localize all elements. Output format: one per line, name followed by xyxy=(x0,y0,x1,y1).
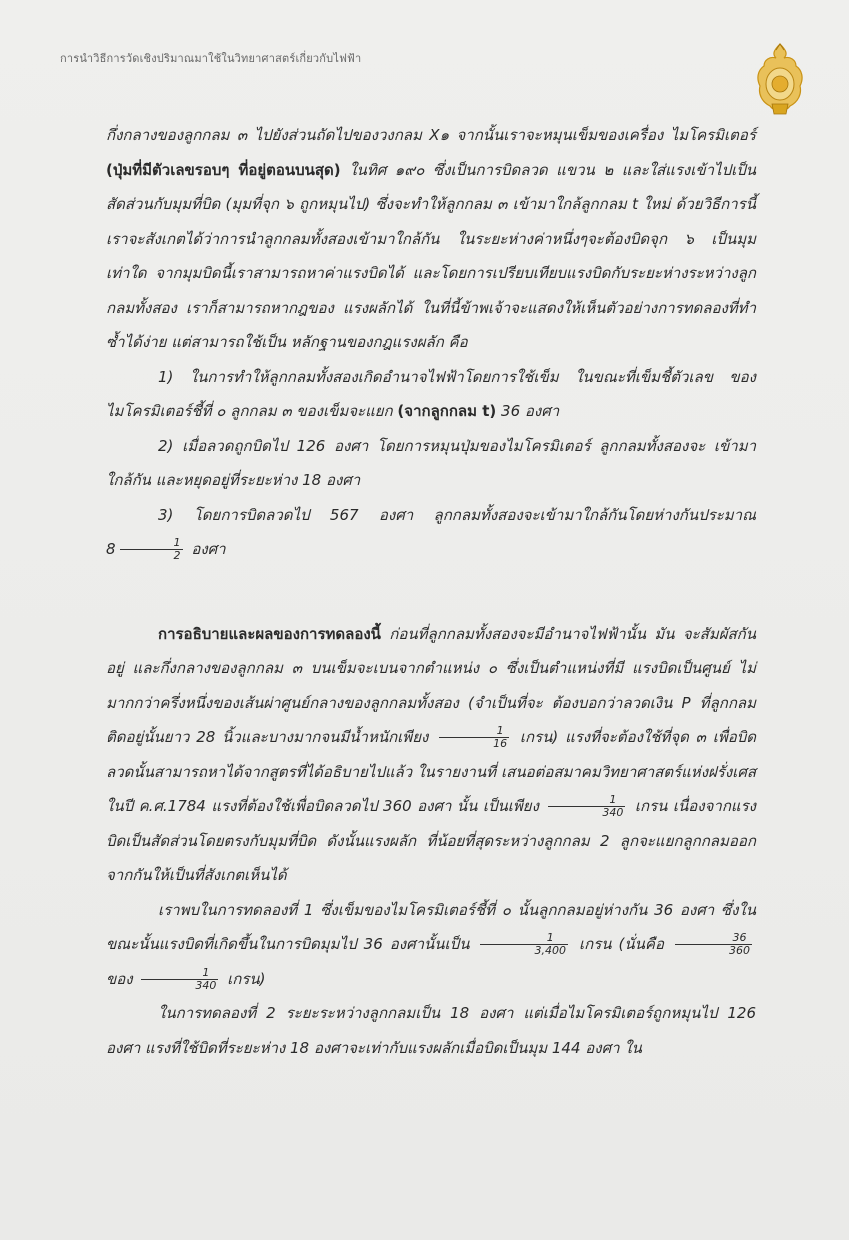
fraction-denominator: 360 xyxy=(729,944,750,957)
fraction-numerator: 1 xyxy=(141,967,218,980)
fraction-denominator: 2 xyxy=(173,549,181,562)
para1-bold-phrase: (ปุ่มที่มีตัวเลขรอบๆ ที่อยู่ตอนบนสุด) xyxy=(106,160,341,179)
mixed-whole: 8 xyxy=(106,540,116,558)
para2-text-1: ก่อนที่ลูกกลมทั้งสองจะมีอำนาจไฟฟ้านั้น มัน จะสัมผัสกันอยู่ และกึ่งกลางของลูกกลม ๓ บนเข็มจะเบนจากตำแหน่ง ๐ ซึ่งเป็นตำแหน่งที่มี แรงบิดเป็นศูนย์ ไม่มากกว่าครึ่งหนึ่งของเส้นผ่าศูนย์กลางของลูกกลมทั้งสอง (จำเป็นที่จะ ต้องบอกว่าลวดเงิน P ที่ลูกกลมติดอยู่นั้นยาว 28 นิ้วและบางมากจนมีน้ำหนักเพียง xyxy=(106,624,756,746)
para1-text-1: กึ่งกลางของลูกกลม ๓ ไปยังส่วนถัดไปของวงกลม X๑ จากนั้นเราจะหมุนเข็มของเครื่อง xyxy=(106,126,664,144)
fraction xyxy=(480,932,568,957)
para1-text-3: ในทิศ ๑๙๐ ซึ่งเป็นการบิดลวด แขวน ๒ และใส่แรงเข้าไปเป็นสัดส่วนกับมุมที่บิด (มุมที่จุก ๖ ถูกหมุนไป) ซึ่งจะทำให้ลูกกลม ๓ เข้ามาใกล้ลูกกลม t ใหม่ ด้วยวิธีการนี้เราจะสังเกตได้ว่าการนำลูกกลมทั้งสองเข้ามาใกล้กัน ในระยะห่างค่าหนึ่งๆจะต้องบิดจุก ๖ เป็นมุมเท่าใด จากมุมบิดนี้เราสามารถหาค่าแรงบิดได้ และโดยการเปรียบเทียบแรงบิดกับระยะห่างระหว่างลูกกลมทั้งสอง เราก็สามารถหากฎของ แรงผลักได้ ในที่นี้ข้าพเจ้าจะแสดงให้เห็นตัวอย่างการทดลองที่ทำซ้ำได้ง่าย แต่สามารถใช้เป็น หลักฐานของกฎแรงผลัก คือ xyxy=(106,160,756,351)
item1-bold-phrase: (จากลูกกลม t) xyxy=(397,402,497,420)
section-gap xyxy=(106,567,756,617)
list-item-3 xyxy=(106,498,756,567)
item1-text-2: 36 องศา xyxy=(501,402,560,420)
mixed-fraction xyxy=(106,536,187,562)
fraction-denominator: 16 xyxy=(493,737,508,750)
item3-unit: องศา xyxy=(191,540,226,558)
para1-text-2: ไมโครมิเตอร์ xyxy=(670,126,756,144)
paragraph-2 xyxy=(106,617,756,893)
item3-text: 3) โดยการบิดลวดไป 567 องศา ลูกกลมทั้งสองจะเข้ามาใกล้กันโดยห่างกันประมาณ xyxy=(158,505,756,524)
fraction-denominator: 340 xyxy=(602,806,624,819)
fraction-denominator: 3,400 xyxy=(534,944,566,957)
para3-text-3: ของ xyxy=(106,969,133,988)
fraction-numerator: 1 xyxy=(439,725,509,738)
fraction-numerator: 1 xyxy=(480,932,568,945)
para3-text-4: เกรน) xyxy=(227,969,266,988)
fraction xyxy=(675,932,752,957)
para2-text-2: เกรน) แรงที่จะต้องใช้ที่จุด ๓ เพื่อบิดลวดนั้นสามารถหาได้จากสูตรที่ได้อธิบายไปแล้ว ในรายงานที่ เสนอต่อสมาคมวิทยาศาสตร์แห่งฝรั่งเศสในปี ค.ศ.1784 แรงที่ต้องใช้เพื่อบิดลวดไป 360 องศา นั้น เป็นเพียง xyxy=(106,728,756,815)
list-item-2: 2) เมื่อลวดถูกบิดไป 126 องศา โดยการหมุนปุ่มของไมโครมิเตอร์ ลูกกลมทั้งสองจะ เข้ามาใกล้กัน และหยุดอยู่ที่ระยะห่าง 18 องศา xyxy=(106,436,756,489)
fraction xyxy=(141,967,218,992)
list-item-1 xyxy=(106,360,756,429)
para3-text-2: เกรน (นั่นคือ xyxy=(579,935,664,953)
running-header: การนำวิธีการวัดเชิงปริมาณมาใช้ในวิทยาศาสตร์เกี่ยวกับไฟฟ้า xyxy=(60,52,362,65)
para2-text-3: เกรน เนื่องจากแรงบิดเป็นสัดส่วนโดยตรงกับมุมที่บิด ดังนั้นแรงผลัก ที่น้อยที่สุดระหว่างลูกกลม 2 ลูกจะแยกลูกกลมออกจากกันให้เป็นที่สังเกตเห็นได้ xyxy=(106,797,756,884)
paragraph-1 xyxy=(106,118,756,360)
royal-seal-icon xyxy=(752,42,808,116)
fraction-numerator: 36 xyxy=(675,932,752,945)
fraction-numerator: 1 xyxy=(548,794,625,807)
fraction-denominator: 340 xyxy=(195,978,217,992)
paragraph-3 xyxy=(106,893,756,997)
section-heading: การอธิบายและผลของการทดลองนี้ xyxy=(158,624,381,643)
paragraph-4: ในการทดลองที่ 2 ระยะระหว่างลูกกลมเป็น 18 องศา แต่เมื่อไมโครมิเตอร์ถูกหมุนไป 126 องศา แรงที่ใช้บิดที่ระยะห่าง 18 องศาจะเท่ากับแรงผลักเมื่อบิดเป็นมุม 144 องศา ใน xyxy=(106,1004,756,1057)
fraction xyxy=(120,537,183,562)
para3-text-1: เราพบในการทดลองที่ 1 ซึ่งเข็มของไมโครมิเตอร์ชี้ที่ ๐ นั้นลูกกลมอยู่ห่างกัน 36 องศา ซึ่งในขณะนั้นแรงบิดที่เกิดขึ้นในการบิดมุมไป 36 องศานั้นเป็น xyxy=(106,900,756,953)
fraction xyxy=(439,725,509,750)
fraction-numerator: 1 xyxy=(120,537,183,550)
item1-text-1: 1) ในการทำให้ลูกกลมทั้งสองเกิดอำนาจไฟฟ้าโดยการใช้เข็ม ในขณะที่เข็มชี้ตัวเลข ของไมโครมิเตอร์ชี้ที่ ๐ ลูกกลม ๓ ของเข็มจะแยก xyxy=(106,367,756,420)
fraction xyxy=(548,794,625,819)
body-text xyxy=(106,118,756,1065)
